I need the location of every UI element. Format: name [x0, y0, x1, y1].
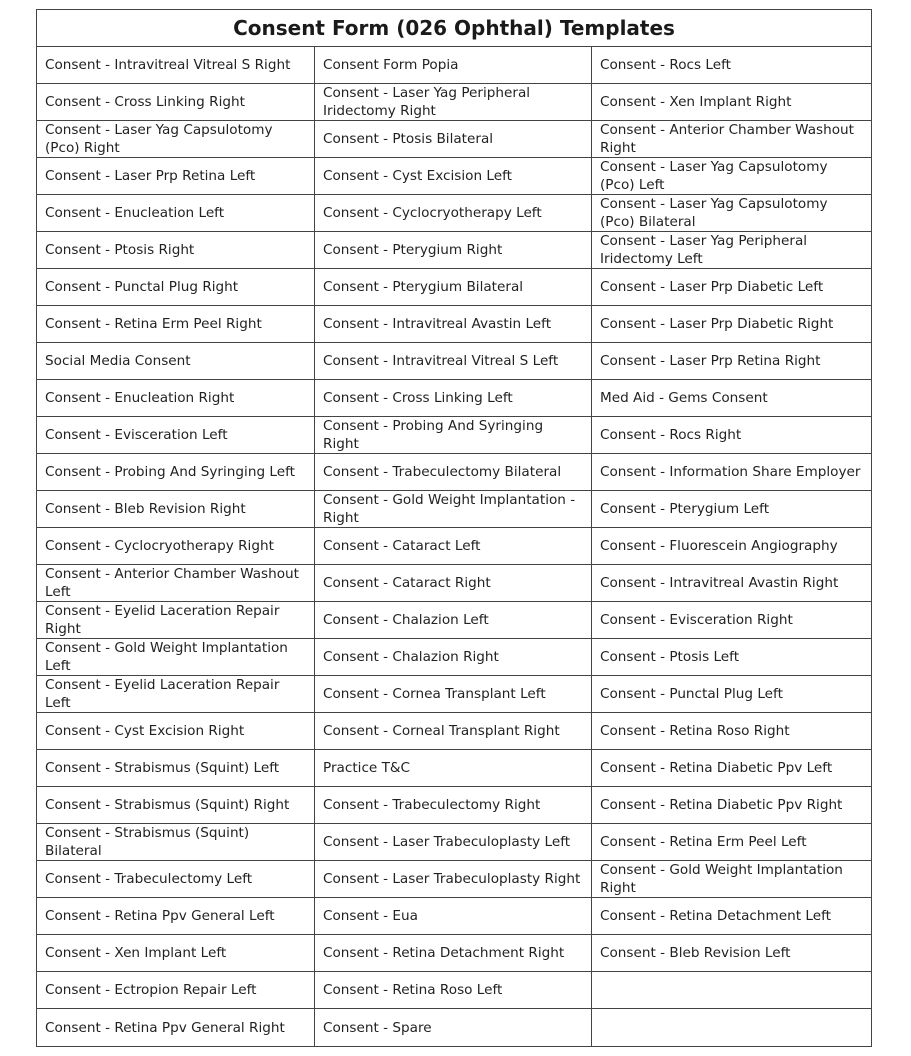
consent-template-cell[interactable]: Consent - Laser Yag Capsulotomy (Pco) Right	[37, 121, 315, 158]
consent-template-cell[interactable]: Consent - Probing And Syringing Left	[37, 454, 315, 491]
consent-template-cell[interactable]: Practice T&C	[315, 750, 592, 787]
consent-template-cell[interactable]: Consent - Laser Yag Capsulotomy (Pco) Left	[592, 158, 872, 195]
consent-template-cell[interactable]: Consent - Enucleation Left	[37, 195, 315, 232]
table-row	[37, 417, 872, 454]
table-row	[37, 972, 872, 1009]
consent-template-cell[interactable]: Consent - Ptosis Right	[37, 232, 315, 269]
consent-template-cell[interactable]: Consent - Bleb Revision Left	[592, 935, 872, 972]
consent-template-cell[interactable]: Consent - Evisceration Right	[592, 602, 872, 639]
consent-template-cell[interactable]: Consent - Trabeculectomy Left	[37, 861, 315, 898]
table-row	[37, 639, 872, 676]
consent-template-cell[interactable]: Consent - Cyclocryotherapy Right	[37, 528, 315, 565]
consent-template-cell[interactable]: Consent - Intravitreal Vitreal S Left	[315, 343, 592, 380]
consent-template-cell[interactable]: Consent - Laser Trabeculoplasty Left	[315, 824, 592, 861]
consent-template-cell[interactable]: Consent - Eua	[315, 898, 592, 935]
consent-template-cell[interactable]: Social Media Consent	[37, 343, 315, 380]
consent-template-cell[interactable]: Consent - Gold Weight Implantation Left	[37, 639, 315, 676]
consent-template-cell[interactable]: Consent - Retina Roso Right	[592, 713, 872, 750]
consent-template-cell[interactable]: Consent - Pterygium Left	[592, 491, 872, 528]
table-row	[37, 898, 872, 935]
consent-template-cell[interactable]: Consent - Eyelid Laceration Repair Left	[37, 676, 315, 713]
table-row	[37, 84, 872, 121]
consent-template-cell[interactable]: Consent - Xen Implant Right	[592, 84, 872, 121]
consent-template-cell[interactable]: Consent - Rocs Left	[592, 47, 872, 84]
consent-template-cell[interactable]: Consent - Probing And Syringing Right	[315, 417, 592, 454]
table-row	[37, 232, 872, 269]
consent-template-cell[interactable]: Consent - Xen Implant Left	[37, 935, 315, 972]
consent-template-cell[interactable]: Consent - Cross Linking Right	[37, 84, 315, 121]
consent-template-cell[interactable]: Consent - Chalazion Right	[315, 639, 592, 676]
consent-template-cell[interactable]: Consent - Pterygium Bilateral	[315, 269, 592, 306]
consent-templates-table	[36, 9, 872, 1047]
consent-template-cell[interactable]: Consent - Gold Weight Implantation - Right	[315, 491, 592, 528]
consent-template-cell[interactable]: Consent - Strabismus (Squint) Bilateral	[37, 824, 315, 861]
consent-template-cell[interactable]: Consent - Laser Prp Retina Left	[37, 158, 315, 195]
table-row	[37, 343, 872, 380]
consent-template-cell[interactable]: Consent - Retina Ppv General Right	[37, 1009, 315, 1047]
table-row	[37, 676, 872, 713]
consent-template-cell[interactable]: Consent - Laser Yag Peripheral Iridectomy Right	[315, 84, 592, 121]
table-row	[37, 1009, 872, 1047]
consent-template-cell[interactable]: Consent - Strabismus (Squint) Right	[37, 787, 315, 824]
table-row	[37, 787, 872, 824]
consent-template-cell[interactable]: Consent - Laser Yag Capsulotomy (Pco) Bilateral	[592, 195, 872, 232]
table-row	[37, 491, 872, 528]
table-row	[37, 602, 872, 639]
table-row	[37, 306, 872, 343]
consent-template-cell[interactable]: Consent - Cyclocryotherapy Left	[315, 195, 592, 232]
consent-template-cell[interactable]: Consent - Anterior Chamber Washout Right	[592, 121, 872, 158]
empty-cell	[592, 1009, 872, 1047]
consent-template-cell[interactable]: Consent - Information Share Employer	[592, 454, 872, 491]
consent-template-cell[interactable]: Consent - Laser Prp Retina Right	[592, 343, 872, 380]
table-row	[37, 269, 872, 306]
table-row	[37, 380, 872, 417]
consent-template-cell[interactable]: Med Aid - Gems Consent	[592, 380, 872, 417]
consent-template-cell[interactable]: Consent - Retina Detachment Left	[592, 898, 872, 935]
consent-template-cell[interactable]: Consent - Trabeculectomy Right	[315, 787, 592, 824]
consent-template-cell[interactable]: Consent - Spare	[315, 1009, 592, 1047]
consent-template-cell[interactable]: Consent - Intravitreal Avastin Left	[315, 306, 592, 343]
consent-template-cell[interactable]: Consent - Ptosis Bilateral	[315, 121, 592, 158]
consent-template-cell[interactable]: Consent - Rocs Right	[592, 417, 872, 454]
consent-template-cell[interactable]: Consent - Retina Erm Peel Left	[592, 824, 872, 861]
consent-template-cell[interactable]: Consent - Cornea Transplant Left	[315, 676, 592, 713]
consent-template-cell[interactable]: Consent - Cyst Excision Right	[37, 713, 315, 750]
consent-template-cell[interactable]: Consent - Retina Ppv General Left	[37, 898, 315, 935]
consent-template-cell[interactable]: Consent - Laser Trabeculoplasty Right	[315, 861, 592, 898]
table-row	[37, 47, 872, 84]
consent-template-cell[interactable]: Consent - Punctal Plug Left	[592, 676, 872, 713]
consent-template-cell[interactable]: Consent - Gold Weight Implantation Right	[592, 861, 872, 898]
consent-template-cell[interactable]: Consent - Anterior Chamber Washout Left	[37, 565, 315, 602]
consent-template-cell[interactable]: Consent - Enucleation Right	[37, 380, 315, 417]
consent-template-cell[interactable]: Consent - Chalazion Left	[315, 602, 592, 639]
empty-cell	[592, 972, 872, 1009]
consent-template-cell[interactable]: Consent - Retina Diabetic Ppv Left	[592, 750, 872, 787]
consent-template-cell[interactable]: Consent Form Popia	[315, 47, 592, 84]
table-row	[37, 713, 872, 750]
consent-template-cell[interactable]: Consent - Ptosis Left	[592, 639, 872, 676]
consent-template-cell[interactable]: Consent - Retina Erm Peel Right	[37, 306, 315, 343]
table-title: Consent Form (026 Ophthal) Templates	[37, 10, 872, 47]
table-row	[37, 565, 872, 602]
consent-template-cell[interactable]: Consent - Laser Prp Diabetic Left	[592, 269, 872, 306]
table-row	[37, 824, 872, 861]
consent-template-cell[interactable]: Consent - Pterygium Right	[315, 232, 592, 269]
table-row	[37, 528, 872, 565]
consent-template-cell[interactable]: Consent - Intravitreal Vitreal S Right	[37, 47, 315, 84]
consent-template-cell[interactable]: Consent - Retina Detachment Right	[315, 935, 592, 972]
consent-template-cell[interactable]: Consent - Strabismus (Squint) Left	[37, 750, 315, 787]
consent-template-cell[interactable]: Consent - Retina Diabetic Ppv Right	[592, 787, 872, 824]
consent-template-cell[interactable]: Consent - Retina Roso Left	[315, 972, 592, 1009]
consent-template-cell[interactable]: Consent - Cataract Right	[315, 565, 592, 602]
consent-template-cell[interactable]: Consent - Laser Prp Diabetic Right	[592, 306, 872, 343]
table-row	[37, 750, 872, 787]
consent-template-cell[interactable]: Consent - Intravitreal Avastin Right	[592, 565, 872, 602]
consent-template-cell[interactable]: Consent - Cross Linking Left	[315, 380, 592, 417]
table-row	[37, 454, 872, 491]
consent-template-cell[interactable]: Consent - Ectropion Repair Left	[37, 972, 315, 1009]
consent-template-cell[interactable]: Consent - Punctal Plug Right	[37, 269, 315, 306]
consent-template-cell[interactable]: Consent - Corneal Transplant Right	[315, 713, 592, 750]
consent-template-cell[interactable]: Consent - Cyst Excision Left	[315, 158, 592, 195]
consent-template-cell[interactable]: Consent - Evisceration Left	[37, 417, 315, 454]
consent-template-cell[interactable]: Consent - Cataract Left	[315, 528, 592, 565]
table-row	[37, 861, 872, 898]
consent-template-cell[interactable]: Consent - Eyelid Laceration Repair Right	[37, 602, 315, 639]
table-row	[37, 121, 872, 158]
consent-template-cell[interactable]: Consent - Laser Yag Peripheral Iridectomy Left	[592, 232, 872, 269]
table-body	[37, 47, 872, 1047]
consent-template-cell[interactable]: Consent - Bleb Revision Right	[37, 491, 315, 528]
consent-template-cell[interactable]: Consent - Fluorescein Angiography	[592, 528, 872, 565]
table-row	[37, 935, 872, 972]
table-row	[37, 195, 872, 232]
table-row	[37, 158, 872, 195]
consent-template-cell[interactable]: Consent - Trabeculectomy Bilateral	[315, 454, 592, 491]
